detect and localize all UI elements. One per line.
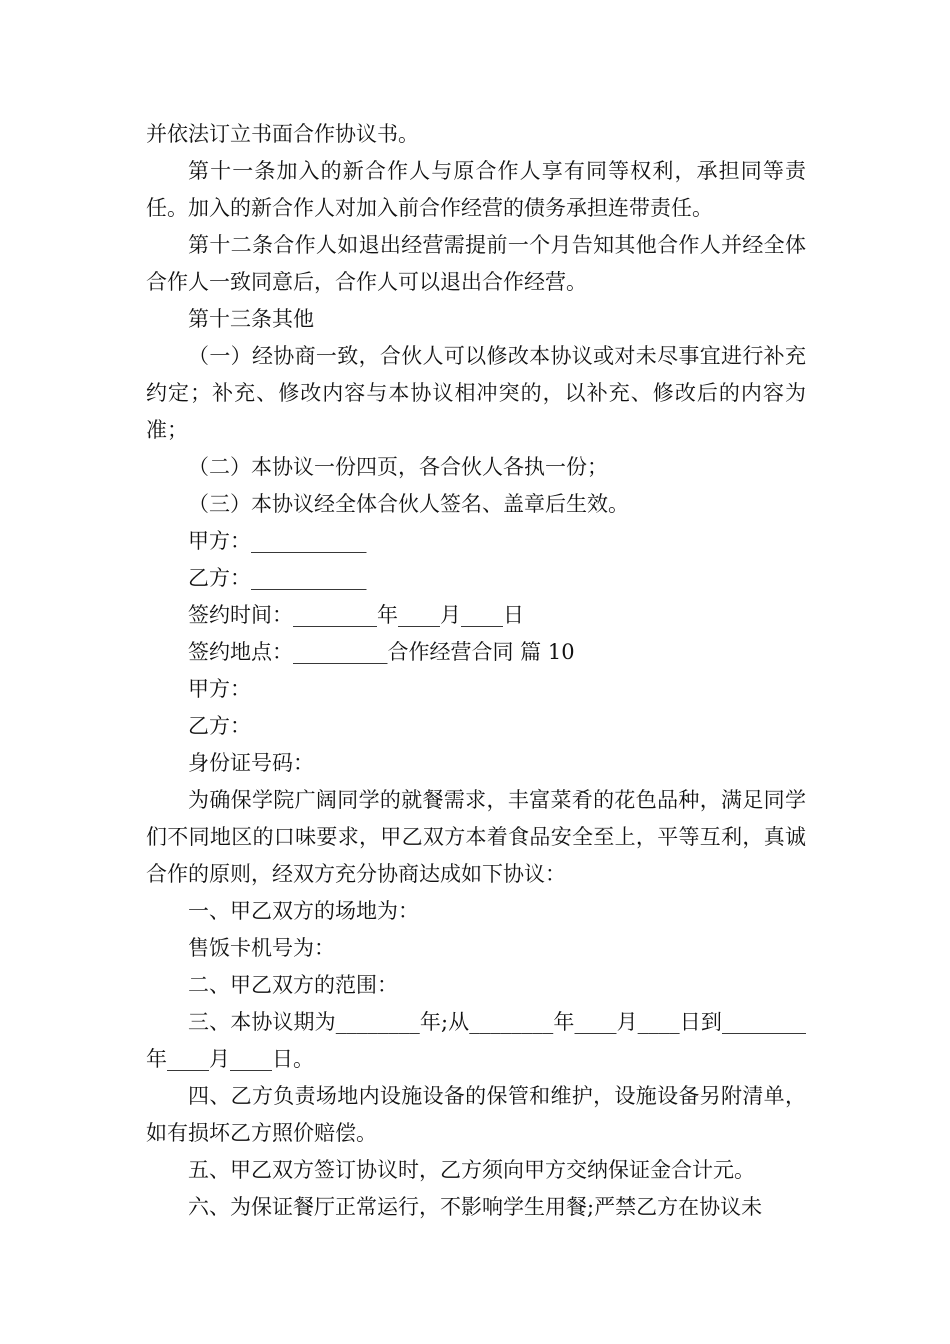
paragraph-6: （三）本协议经全体合伙人签名、盖章后生效。 — [188, 492, 629, 516]
paragraph-15: 一、甲乙双方的场地为： — [188, 899, 419, 923]
party-b-signature-line: 乙方：___________ — [188, 566, 367, 590]
paragraph-17: 二、甲乙双方的范围： — [188, 973, 398, 997]
paragraph-5: （二）本协议一份四页，各合伙人各执一份； — [188, 455, 608, 479]
signing-date-line: 签约时间：________年____月____日 — [188, 603, 524, 627]
paragraph-14: 为确保学院广阔同学的就餐需求，丰富菜肴的花色品种，满足同学们不同地区的口味要求，甲乙双方本着食品安全至上，平等互利，真诚合作的原则，经双方充分协商达成如下协议： — [146, 788, 806, 886]
paragraph-19: 四、乙方负责场地内设施设备的保管和维护，设施设备另附清单，如有损坏乙方照价赔偿。 — [146, 1084, 806, 1145]
party-a-label: 甲方： — [188, 677, 251, 701]
paragraph-20: 五、甲乙双方签订协议时，乙方须向甲方交纳保证金合计元。 — [188, 1158, 755, 1182]
party-b-label: 乙方： — [188, 714, 251, 738]
paragraph-18: 三、本协议期为________年;从________年____月____日到________年____月____日。 — [146, 1010, 806, 1071]
paragraph-0: 并依法订立书面合作协议书。 — [146, 122, 419, 146]
paragraph-21: 六、为保证餐厅正常运行，不影响学生用餐;严禁乙方在协议未 — [188, 1195, 763, 1219]
paragraph-16: 售饭卡机号为： — [188, 936, 335, 960]
paragraph-1: 第十一条加入的新合作人与原合作人享有同等权利，承担同等责任。加入的新合作人对加入前合作经营的债务承担连带责任。 — [146, 159, 806, 220]
signing-place-line: 签约地点：_________合作经营合同 篇 10 — [188, 640, 575, 664]
id-number-label: 身份证号码： — [188, 751, 314, 775]
document-page — [146, 116, 806, 1226]
paragraph-3: 第十三条其他 — [188, 307, 314, 331]
party-a-signature-line: 甲方：___________ — [188, 529, 367, 553]
paragraph-2: 第十二条合作人如退出经营需提前一个月告知其他合作人并经全体合作人一致同意后，合作人可以退出合作经营。 — [146, 233, 806, 294]
paragraph-4: （一）经协商一致，合伙人可以修改本协议或对未尽事宜进行补充约定；补充、修改内容与本协议相冲突的，以补充、修改后的内容为准； — [146, 344, 806, 442]
